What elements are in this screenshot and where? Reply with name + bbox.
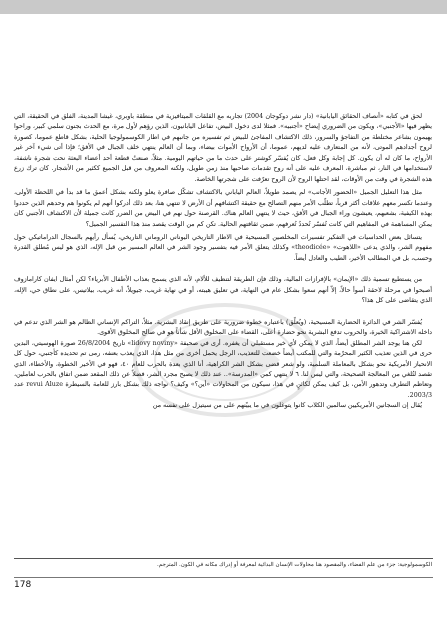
paragraph-6: لكن هنا يوجد الشر المطلق أيضاً، الذي لا يمكن لأي خير مستقبلي أن يغفره. أرى في صحيفة «lidovy noviny» تاريخ 26/8/2004 صورة الهوسيتي، البدين حرى في الذين تعذيب الكثير المحرّمة والتي للمكتب أيضاً خضعت للتعذيب، الرجل يحمل أخرى من مثل هذا، الذي يعذب بعنفه، رمى تم تحديده كأجنبي، حول كل الانحياز الأمريكية نحو بشكل بالمعاملة السلمية، ولو شعر قضى بشكل الشر الكراهية، أنا الذي بعدة بالحرب للعام ٤٠، فهو في الأخير الخطوة، والأخطاء، الذي تقصد لتُلغي من المعالجة الصحيحة، والتي ليس لنا. ٦ لا ينتهي كمن «المدرسة».. عند ذلك لا يصبح مجرد الشر، فضلاً عن ذلك المقعد ضمن اتفاق بالحرب لعاملين، وتعاظم التطرف وتدهور الأمن، بل كيف يمكن لكائنٍ في هذا، سيكون من المحاولات «أين؟» وكيف؟ نواجه ذلك بشكل بارز للعامة بالسيطرة revui Aluze عدد 2003/3. xyxy=(14,339,432,399)
paragraph-gap xyxy=(14,264,432,275)
paragraph-gap xyxy=(14,307,432,318)
paragraph-3: يتسائل بعض الحداسيات في التفكير تفسيرات المخلصين المسيحية في الاطار التاريخي اليوناني الروماني التاريخي، يُسأل رأيهم بالسجال الدراماتيكي حول مفهوم الشر، والذي يدعى «اللاهوت» «theodicée» وكذلك يتعلق الأمر فيه بتفسير وجود الشر في العالم المسير من قبل الإله، الذي هو ليس مُطلق القدرة وحسب، بل في المطالب الأخير، الطيب والعادل أيضاً. xyxy=(14,233,432,262)
page-number: 178 xyxy=(14,580,32,590)
scan-top-edge xyxy=(0,0,447,14)
footnote: الكوسمولوجية: جزء من علم الفضاء، والمقصود هنا محاولات الإنسان البدائية لمعرفة أو إدراك مكانه في الكون. المترجم. xyxy=(157,562,432,568)
footnote-divider xyxy=(14,558,433,559)
paragraph-2: مثل هذا التعليل الجميل «الحضور الأجانب» لم يصمد طويلاً، العالم الياباني بالاكتشاف تشكّل صافرة يعلو ولكنه بشكل أعمق ما قد بدأ في اللحظة الأولى، وعندما تكسر معهم علاقات أكثر قرباً، تطلّب الأمر منهم التصالح مع حقيقة اكتشافهم أن الأرض لا تنتهي هنا، بعد ذلك أدركوا أنهم لم يكونوا هم وحدهم الذين حددوا بهذه الكيفية، بشعبهم، يعيشون وراء الجبال في الأفق، حيث لا ينتهي العالم هناك. القرصنة حول نهم في البيض من الضرر كانت جميلة لأن الاكتشاف الأجنبي كان يمكن المساهمة في المفاهيم التي كانت تُفسّر تُحددُ تُعرفهم، ضمن ثقافتهم الحالية. تكن كم من الوقت يقصد منذ هذا التفسير الجميل؟ xyxy=(14,189,432,228)
body-text xyxy=(14,112,432,412)
paragraph-1: لحق في كتابه «أنصاف الحقائق اليابانية» (دار نشر دوكوجان 2004) تجاربه مع القلقات الميتافيزية في منطقة باوبري، غيشا المدينة، الفلق في الحقيقة، التي يظهر فيها «الأجنبي»، ويكون من الضروري إيضاح «أجنبيه». فمثلا لدى دخول البيض، تفاعل اليابانيون، الذين رؤهم لأول مرة، مع الحدث بجنون سلمي كبير، وراحوا يهيمون بشاعر مختلطة من التفاجؤ والسرور، ذلك الاكتشاف المفاجئ للبيض ثم تفسيره من جانبهم في اطار الكوسمولوجيا الحلية، بشكل قاطع عموما، كصورة لروح أجدادهم الموتى، لأنه من المتعارف عليه لديهم، عموما، أن الأرواح الأموات بيضاء، وبما أن العالم ينتهي خلف الجبال في الأفق؛ فإذا أتى شيء آخر غير الأرواح، ما كان له أن يكون. كل إجابة وكل فعل، كان يُفسّر كوشتر على حدث ما من حياتهم اليومية. مثلاً، صنعتُ قطعة أحد أعضاء البعثة نحت شجرة ناشفة، لاستخدامها في النار، ثم مباشرة، المعرف عليه على أنه روح تقدمات صاحبها منذ زمن طويل، ولكنه المعروف من قبل الجميع ككثير من الأشجار. كان ترك زرع هذه الشجرة في وقت من الأوقات، لقد احتلها الروح لأن الروح تعرّفت على شجرتها الخاصة. xyxy=(14,113,432,183)
paragraph-5: يُفسّر الشر في الدائرة الحضارية المسيحية، (ويُعلّق) باعتباره خطوة ضرورية على طريق إنقاذ البشرية. مثلاً، التراكم الإنساني الظالم هو الشر الذي تدعم في داخله الاشتراكية الخيرة، والحروب تدفع البشرية نحو حضارة أعلى، القضاء على المخلوق الأقل شأناً هو في صالح المخلوق الأقوى. xyxy=(14,318,432,337)
page-bottom-divider xyxy=(14,577,433,578)
paragraph-4: من يستطيع تسمية ذلك «الإيمان» بالإفرازات المالية، وذلك فإن الطريقة لتنظيف للألام، لأنه الذي يسمح بعذاب الأطفال الأبرياء؟ لكن أمثال ايفان كارامازوف أصبحوا في مرحلة لاحقة أسوأ حالاً، إلاّ أنهم سعوا بشكل عام في النهاية، في تعليق هيبته، أو في نهاية غريب، جيويلاّ، أنه غريب، بيلاتيس، على نطاق حي، الإله، الذي يتقاضى على كل هذا؟ xyxy=(14,276,432,305)
paragraph-7: يُقال إن السجانين الأمريكيين سالمين الكلاب كانوا يتوغلون في ما يبيّنهم على من سيتيزل على نفسه من xyxy=(152,402,422,410)
